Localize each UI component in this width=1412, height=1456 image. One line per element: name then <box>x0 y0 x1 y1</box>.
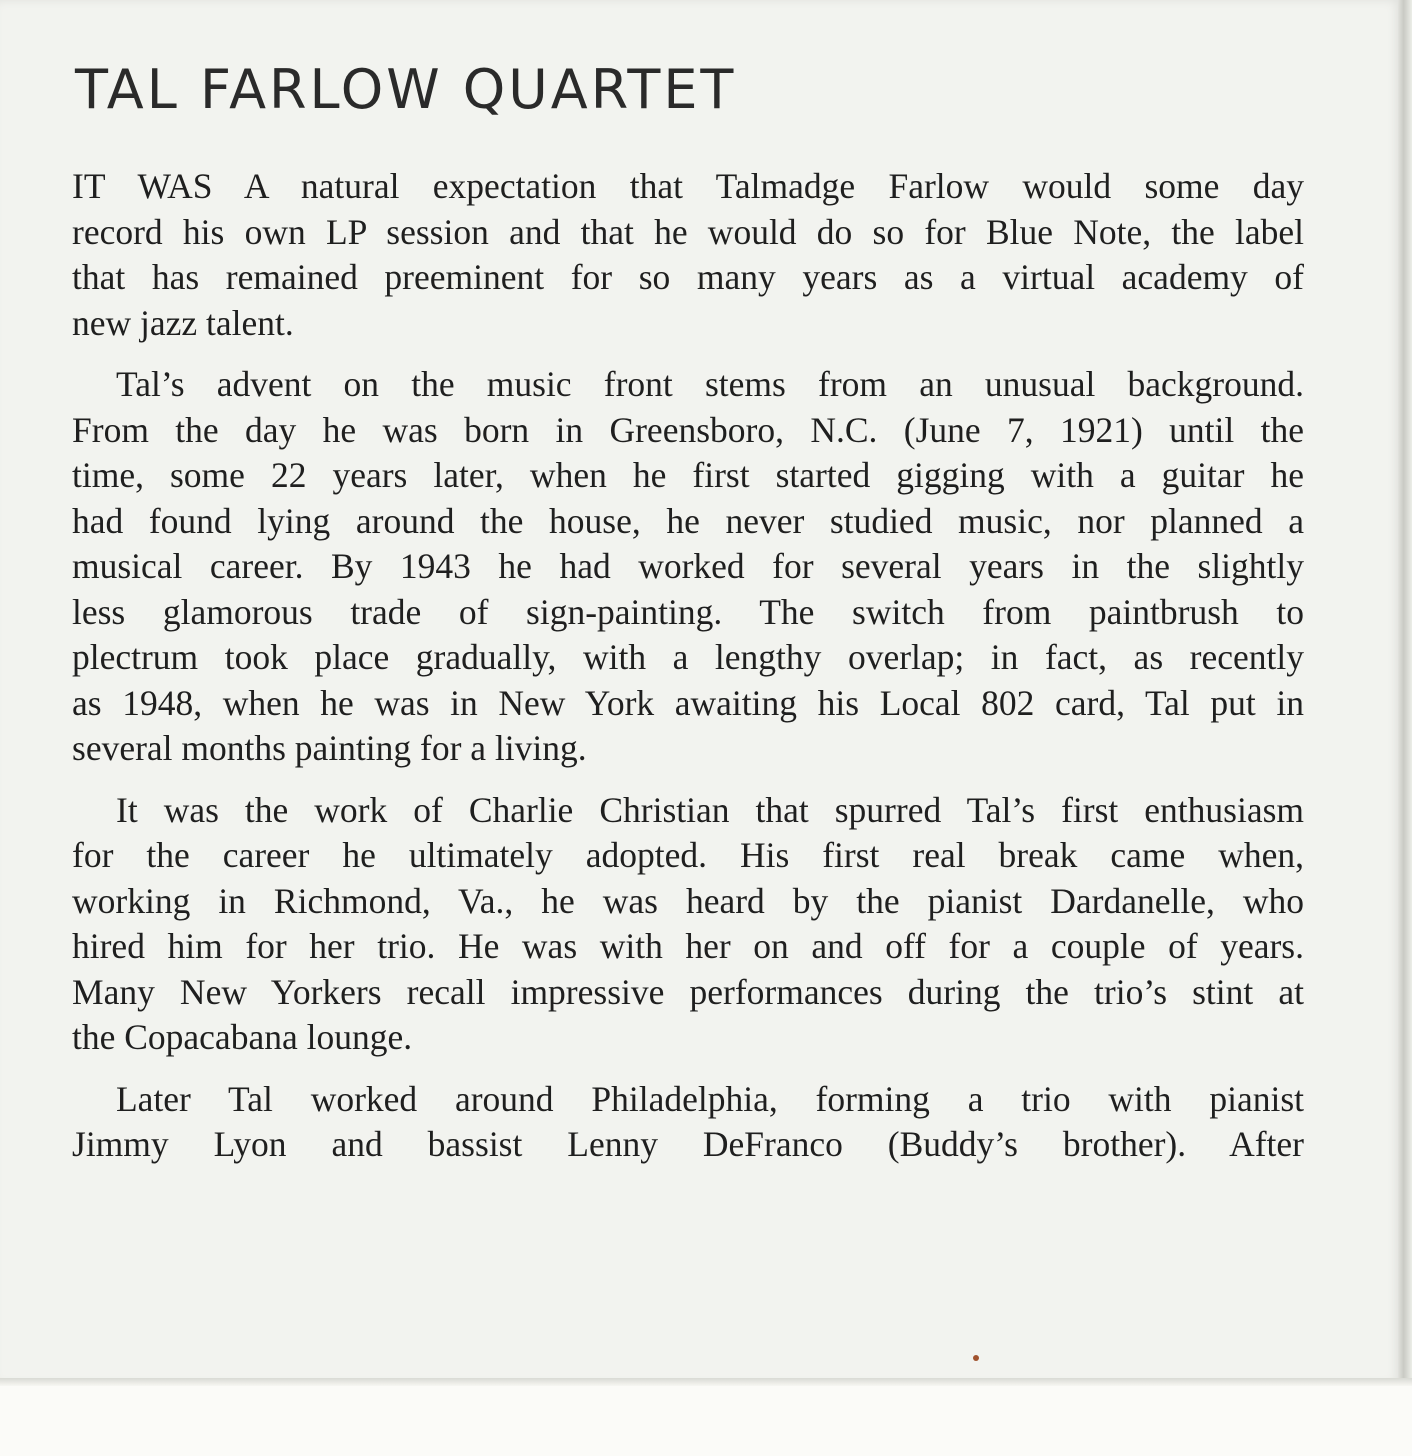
page-fold-edge <box>1398 0 1412 1384</box>
text-line: Many New Yorkers recall impressive performances during the trio’s stint at <box>72 971 1304 1012</box>
text-line: had found lying around the house, he never studied music, nor planned a <box>72 500 1304 541</box>
liner-notes-body <box>72 164 1304 1184</box>
text-line: Tal’s advent on the music front stems from an unusual background. <box>116 364 1304 404</box>
text-line: working in Richmond, Va., he was heard by the pianist Dardanelle, who <box>72 880 1304 921</box>
paragraph-4 <box>72 1077 1304 1168</box>
paragraph-2 <box>72 362 1304 772</box>
text-line: for the career he ultimately adopted. His first real break came when, <box>72 835 1304 875</box>
text-line: several months painting for a living. <box>72 728 587 768</box>
text-line: new jazz talent. <box>72 302 294 343</box>
page-bottom-edge <box>0 1378 1412 1386</box>
text-line: that has remained preeminent for so many years as a virtual academy of <box>72 257 1304 297</box>
paragraph-1 <box>72 164 1304 346</box>
text-line: Later Tal worked around Philadelphia, forming a trio with pianist <box>116 1078 1304 1119</box>
ink-speck <box>973 1355 979 1361</box>
text-line: less glamorous trade of sign-painting. The switch from paintbrush to <box>72 591 1304 632</box>
paragraph-3 <box>72 788 1304 1061</box>
text-line: as 1948, when he was in New York awaiting his Local 802 card, Tal put in <box>72 682 1304 723</box>
text-line: hired him for her trio. He was with her on and off for a couple of years. <box>72 926 1304 966</box>
text-line: It was the work of Charlie Christian that spurred Tal’s first enthusiasm <box>116 789 1304 830</box>
text-line: Jimmy Lyon and bassist Lenny DeFranco (Buddy’s brother). After <box>72 1124 1304 1164</box>
text-line: time, some 22 years later, when he first started gigging with a guitar he <box>72 455 1304 495</box>
text-line: IT WAS A natural expectation that Talmadge Farlow would some day <box>72 166 1304 206</box>
text-line: the Copacabana lounge. <box>72 1017 413 1057</box>
text-line: record his own LP session and that he would do so for Blue Note, the label <box>72 211 1304 252</box>
page-title: TAL FARLOW QUARTET <box>75 58 737 121</box>
text-line: From the day he was born in Greensboro, N.C. (June 7, 1921) until the <box>72 409 1304 450</box>
text-line: musical career. By 1943 he had worked for several years in the slightly <box>72 546 1304 586</box>
text-line: plectrum took place gradually, with a lengthy overlap; in fact, as recently <box>72 637 1304 677</box>
